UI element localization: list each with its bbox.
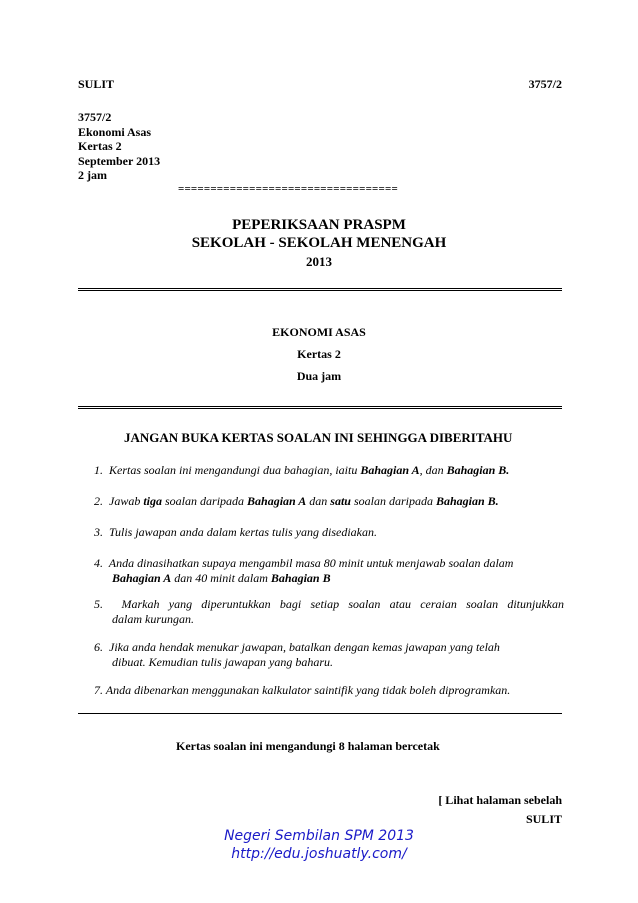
- instruction-1: 1. Kertas soalan ini mengandungi dua bahagian, iaitu Bahagian A, dan Bahagian B.: [94, 463, 510, 477]
- instruction-5: 5. Markah yang diperuntukkan bagi setiap soalan atau ceraian soalan ditunjukkan dalam kurungan.: [94, 597, 564, 626]
- exam-year: 2013: [306, 254, 332, 269]
- warning-notice: JANGAN BUKA KERTAS SOALAN INI SEHINGGA DIBERITAHU: [124, 430, 513, 445]
- instruction-number: 7.: [94, 683, 103, 697]
- watermark-url: http://edu.joshuatly.com/: [231, 846, 407, 862]
- next-page-note: [ Lihat halaman sebelah: [438, 793, 562, 807]
- instruction-number: 6.: [94, 640, 103, 654]
- instruction-3: 3. Tulis jawapan anda dalam kertas tulis yang disediakan.: [94, 525, 378, 539]
- instruction-4: 4. Anda dinasihatkan supaya mengambil masa 80 minit untuk menjawab soalan dalam Bahagian A dan 40 minit dalam Bahagian B: [94, 556, 514, 585]
- instruction-number: 4.: [94, 556, 103, 570]
- instruction-6: 6. Jika anda hendak menukar jawapan, batalkan dengan kemas jawapan yang telah dibuat. Kemudian tulis jawapan yang baharu.: [94, 640, 500, 669]
- divider-bottom: [78, 713, 562, 714]
- separator-line: ==================================: [178, 183, 398, 195]
- divider-middle: [78, 406, 562, 409]
- subject-title: EKONOMI ASAS: [272, 325, 366, 339]
- meta-duration: 2 jam: [78, 168, 107, 182]
- instruction-number: 5.: [94, 597, 103, 611]
- instruction-number: 1.: [94, 463, 103, 477]
- footer-classification: SULIT: [525, 812, 562, 826]
- header-code: 3757/2: [528, 77, 562, 91]
- meta-paper: Kertas 2: [78, 139, 122, 153]
- instruction-2: 2. Jawab tiga soalan daripada Bahagian A dan satu soalan daripada Bahagian B.: [94, 494, 499, 508]
- watermark-title: Negeri Sembilan SPM 2013: [224, 828, 414, 844]
- exam-title: PEPERIKSAAN PRASPM: [232, 217, 406, 233]
- meta-code: 3757/2: [78, 110, 112, 124]
- instruction-7: 7. Anda dibenarkan menggunakan kalkulator saintifik yang tidak boleh diprogramkan.: [94, 683, 511, 697]
- page-count-note: Kertas soalan ini mengandungi 8 halaman bercetak: [176, 739, 440, 753]
- meta-subject: Ekonomi Asas: [78, 124, 152, 139]
- instruction-number: 2.: [94, 494, 103, 508]
- divider-top: [78, 288, 562, 291]
- duration-title: Dua jam: [296, 369, 342, 383]
- paper-meta: [78, 110, 160, 183]
- meta-date: September 2013: [78, 153, 161, 168]
- header-classification: SULIT: [78, 77, 115, 91]
- exam-school: SEKOLAH - SEKOLAH MENENGAH: [191, 235, 447, 251]
- instruction-number: 3.: [94, 525, 103, 539]
- paper-title: Kertas 2: [297, 347, 341, 361]
